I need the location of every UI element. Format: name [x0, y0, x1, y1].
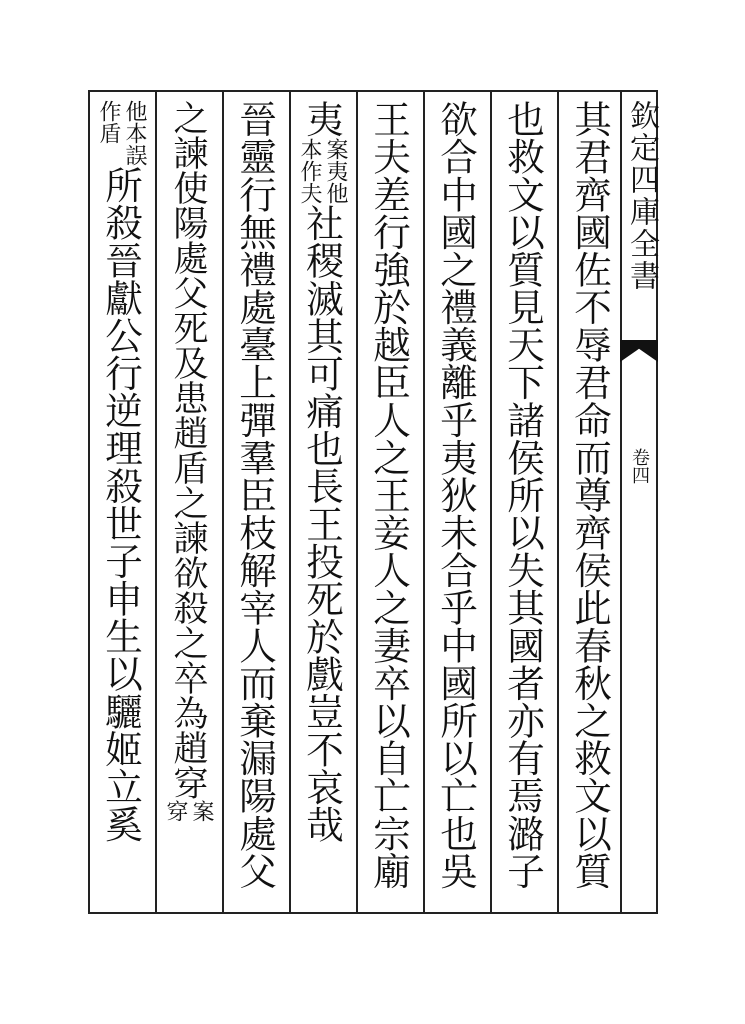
annotation-note [298, 138, 346, 204]
frame-bottom-rule [88, 912, 658, 914]
text-column-3: 欲合中國之禮義離乎夷狄未合乎中國所以亡也吳 [434, 100, 478, 890]
note-line: 本作夫 [297, 137, 322, 204]
text-column-7 [164, 100, 212, 900]
text-column-1: 其君齊國佐不辱君命而尊齊侯此春秋之救文以質 [568, 100, 612, 890]
note-line: 他本誤 [122, 100, 147, 166]
volume-label: 卷四 [629, 448, 650, 484]
text-column-6: 晉靈行無禮處臺上彈羣臣枝解宰人而棄漏陽處父 [233, 100, 277, 890]
column-rule [289, 92, 291, 912]
column-rule [155, 92, 157, 912]
book-title: 欽定四庫全書 [624, 100, 659, 292]
text-column-4: 王夫差行強於越臣人之王妾人之妻卒以自亡宗廟 [367, 100, 411, 890]
column-rule [423, 92, 425, 912]
column-rule [356, 92, 358, 912]
note-line: 案夷他 [323, 137, 348, 204]
note-line: 案 [189, 800, 214, 822]
text-column-2: 也救文以質見天下諸侯所以失其國者亦有焉潞子 [501, 100, 545, 890]
text-column-8 [97, 100, 145, 900]
note-line: 穿 [163, 800, 188, 822]
main-text: 夷 [300, 100, 344, 138]
main-text: 之諫使陽處父死及患趙盾之諫欲殺之卒為趙穿 [168, 100, 208, 800]
fishtail-mark [620, 340, 658, 362]
column-rule [557, 92, 559, 912]
column-rule [88, 92, 90, 912]
main-text: 社稷滅其可痛也長王投死於戲豈不哀哉 [300, 203, 344, 843]
margin-strip [620, 92, 658, 912]
annotation-note [164, 800, 212, 822]
column-rule [490, 92, 492, 912]
annotation-note [97, 100, 145, 166]
frame-top-rule [88, 90, 658, 92]
main-text: 所殺晉獻公行逆理殺世子申生以驪姬立奚 [99, 166, 143, 843]
note-line: 作盾 [96, 100, 121, 144]
column-rule [222, 92, 224, 912]
text-column-5 [298, 100, 346, 900]
